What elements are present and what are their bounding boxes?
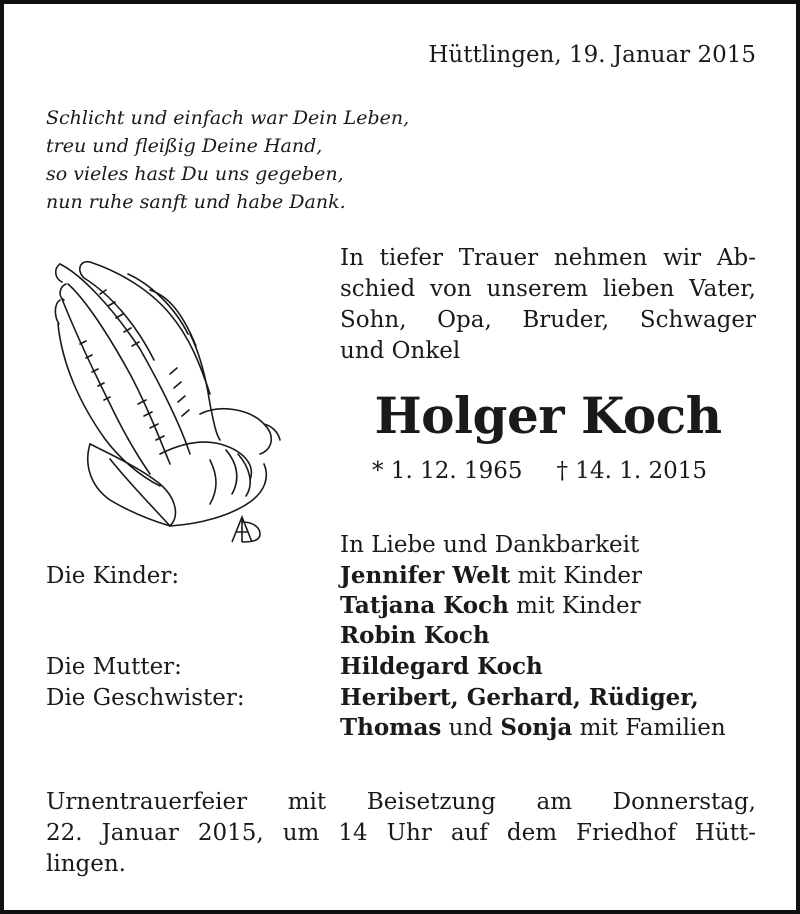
intro-line: und Onkel (340, 338, 461, 364)
child-entry (340, 561, 642, 591)
siblings-entry (340, 713, 726, 743)
and-word: und (441, 715, 501, 741)
poem-line: nun ruhe sanft und habe Dank. (46, 191, 346, 213)
child-name: Robin Koch (340, 622, 490, 649)
ceremony-text (46, 787, 756, 880)
child-suffix: mit Kinder (510, 563, 643, 589)
sibling-name: Sonja (500, 714, 573, 741)
deceased-name: Holger Koch (374, 386, 722, 445)
mother-label: Die Mutter: (46, 654, 182, 680)
ceremony-line: 22. Januar 2015, um 14 Uhr auf dem Friedhof Hütt- (46, 820, 756, 846)
praying-hands-icon (50, 254, 286, 544)
siblings-entry (340, 683, 699, 713)
monogram-icon (230, 514, 264, 544)
child-name: Jennifer Welt (340, 562, 511, 589)
families-suffix: mit Familien (572, 715, 726, 741)
death-date: † 14. 1. 2015 (556, 458, 707, 484)
children-label: Die Kinder: (46, 563, 180, 589)
child-name: Tatjana Koch (340, 592, 509, 619)
place-date: Hüttlingen, 19. Januar 2015 (428, 42, 756, 68)
mother-name: Hildegard Koch (340, 653, 543, 680)
life-dates (372, 458, 707, 484)
siblings-names: Heribert, Gerhard, Rüdiger, (340, 684, 699, 711)
ceremony-line: Urnentrauerfeier mit Beisetzung am Donnerstag, (46, 789, 756, 815)
poem (46, 104, 409, 216)
child-entry (340, 621, 490, 651)
mother-entry (340, 652, 543, 682)
intro-line: schied von unserem lieben Vater, (340, 276, 756, 302)
siblings-label: Die Geschwister: (46, 685, 245, 711)
intro-text (340, 243, 756, 367)
poem-line: Schlicht und einfach war Dein Leben, (46, 107, 410, 129)
child-suffix: mit Kinder (508, 593, 641, 619)
intro-line: Sohn, Opa, Bruder, Schwager (340, 307, 756, 333)
intro-line: In tiefer Trauer nehmen wir Ab- (340, 245, 756, 271)
poem-line: treu und fleißig Deine Hand, (46, 135, 323, 157)
closing-phrase: In Liebe und Dankbarkeit (340, 532, 640, 558)
poem-line: so vieles hast Du uns gegeben, (46, 163, 344, 185)
birth-date: * 1. 12. 1965 (372, 458, 523, 484)
ceremony-line: lingen. (46, 851, 126, 877)
child-entry (340, 591, 641, 621)
sibling-name: Thomas (340, 714, 442, 741)
